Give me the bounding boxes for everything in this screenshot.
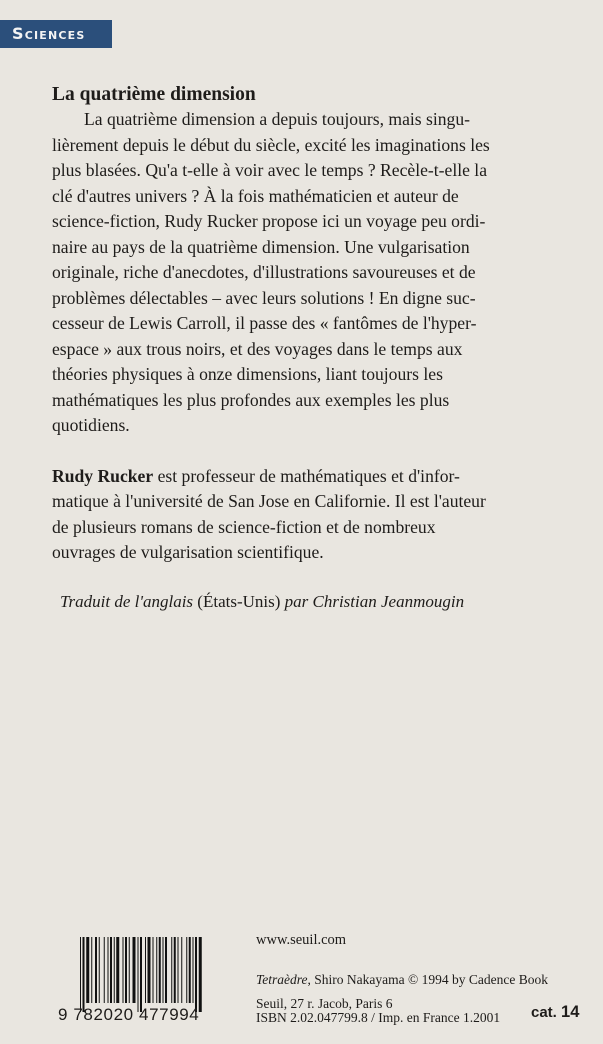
barcode-bar — [129, 937, 130, 1003]
isbn-barcode — [58, 937, 243, 1027]
bio-line: matique à l'université de San Jose en Californie. Il est l'auteur — [52, 491, 486, 511]
bio-line: de plusieurs romans de science-fiction et de nombreux — [52, 516, 436, 537]
barcode-bar — [95, 937, 97, 1003]
barcode-bar — [174, 937, 176, 1003]
barcode-bar — [125, 937, 127, 1003]
book-title: La quatrième dimension — [52, 84, 256, 105]
bio-line: Rudy Rucker est professeur de mathématiques et d'infor- — [52, 465, 460, 486]
bio-line: ouvrages de vulgarisation scientifique. — [52, 542, 324, 562]
barcode-bar — [99, 937, 100, 1003]
barcode-bar — [104, 937, 105, 1003]
barcode-bar — [110, 937, 112, 1003]
description-line: quotidiens. — [52, 415, 130, 435]
description-line: naire au pays de la quatrième dimension. Une vulgarisation — [52, 236, 470, 257]
barcode-bar — [133, 937, 136, 1003]
barcode-bar — [159, 937, 161, 1003]
isbn-line: ISBN 2.02.047799.8 / Imp. en France 1.2001 — [256, 1010, 501, 1025]
barcode-bar — [138, 937, 139, 1012]
barcode-bar — [156, 937, 157, 1003]
barcode-bar — [171, 937, 172, 1003]
barcode-bar — [195, 937, 197, 1012]
catalog-code: cat. 14 — [531, 1003, 580, 1021]
publisher-website: www.seuil.com — [256, 932, 347, 948]
back-cover-text — [52, 82, 560, 566]
barcode-bars — [80, 937, 243, 1012]
barcode-bar — [181, 937, 182, 1003]
description-line: science-fiction, Rudy Rucker propose ici un voyage peu ordi- — [52, 211, 486, 231]
barcode-bar — [193, 937, 194, 1003]
barcode-bar — [165, 937, 167, 1003]
description-paragraph — [52, 107, 560, 439]
description-line: La quatrième dimension a depuis toujours, mais singu- — [84, 109, 471, 129]
barcode-bar — [108, 937, 109, 1003]
barcode-bar — [116, 937, 119, 1003]
barcode-bar — [189, 937, 191, 1003]
barcode-bar — [114, 937, 115, 1003]
description-line: lièrement depuis le début du siècle, excité les imaginations les — [52, 134, 490, 155]
barcode-bar — [199, 937, 202, 1012]
description-line: problèmes délectables – avec leurs solutions ! En digne suc- — [52, 287, 476, 308]
description-line: cesseur de Lewis Carroll, il passe des « fantômes de l'hyper- — [52, 313, 477, 333]
description-line: espace » aux trous noirs, et des voyages dans le temps aux — [52, 338, 463, 359]
barcode-bar — [148, 937, 151, 1003]
description-line: plus blasées. Qu'a t-elle à voir avec le temps ? Recèle-t-elle la — [52, 160, 487, 180]
category-badge: Sciences — [0, 20, 112, 48]
barcode-bar — [83, 937, 85, 1012]
barcode-digits: 9 782020 477994 — [58, 1005, 200, 1024]
barcode-bar — [178, 937, 179, 1003]
author-name: Rudy Rucker — [52, 465, 154, 486]
translator-credit: Traduit de l'anglais (États-Unis) par Christian Jeanmougin — [60, 592, 465, 611]
barcode-bar — [91, 937, 92, 1003]
barcode-bar — [153, 937, 154, 1003]
barcode-bar — [86, 937, 89, 1003]
description-line: mathématiques les plus profondes aux exemples les plus — [52, 389, 450, 410]
barcode-bar — [145, 937, 146, 1003]
description-line: clé d'autres univers ? À la fois mathématicien et auteur de — [52, 185, 459, 206]
barcode-bar — [123, 937, 124, 1003]
cover-credit: Tetraèdre, Shiro Nakayama © 1994 by Cadence Book — [256, 972, 548, 987]
barcode-bar — [163, 937, 164, 1003]
publisher-address: Seuil, 27 r. Jacob, Paris 6 — [256, 996, 393, 1011]
description-line: théories physiques à onze dimensions, liant toujours les — [52, 364, 443, 384]
description-line: originale, riche d'anecdotes, d'illustrations savoureuses et de — [52, 262, 476, 282]
author-bio — [52, 464, 560, 566]
barcode-bar — [80, 937, 81, 1012]
barcode-bar — [186, 937, 187, 1003]
barcode-bar — [140, 937, 142, 1012]
